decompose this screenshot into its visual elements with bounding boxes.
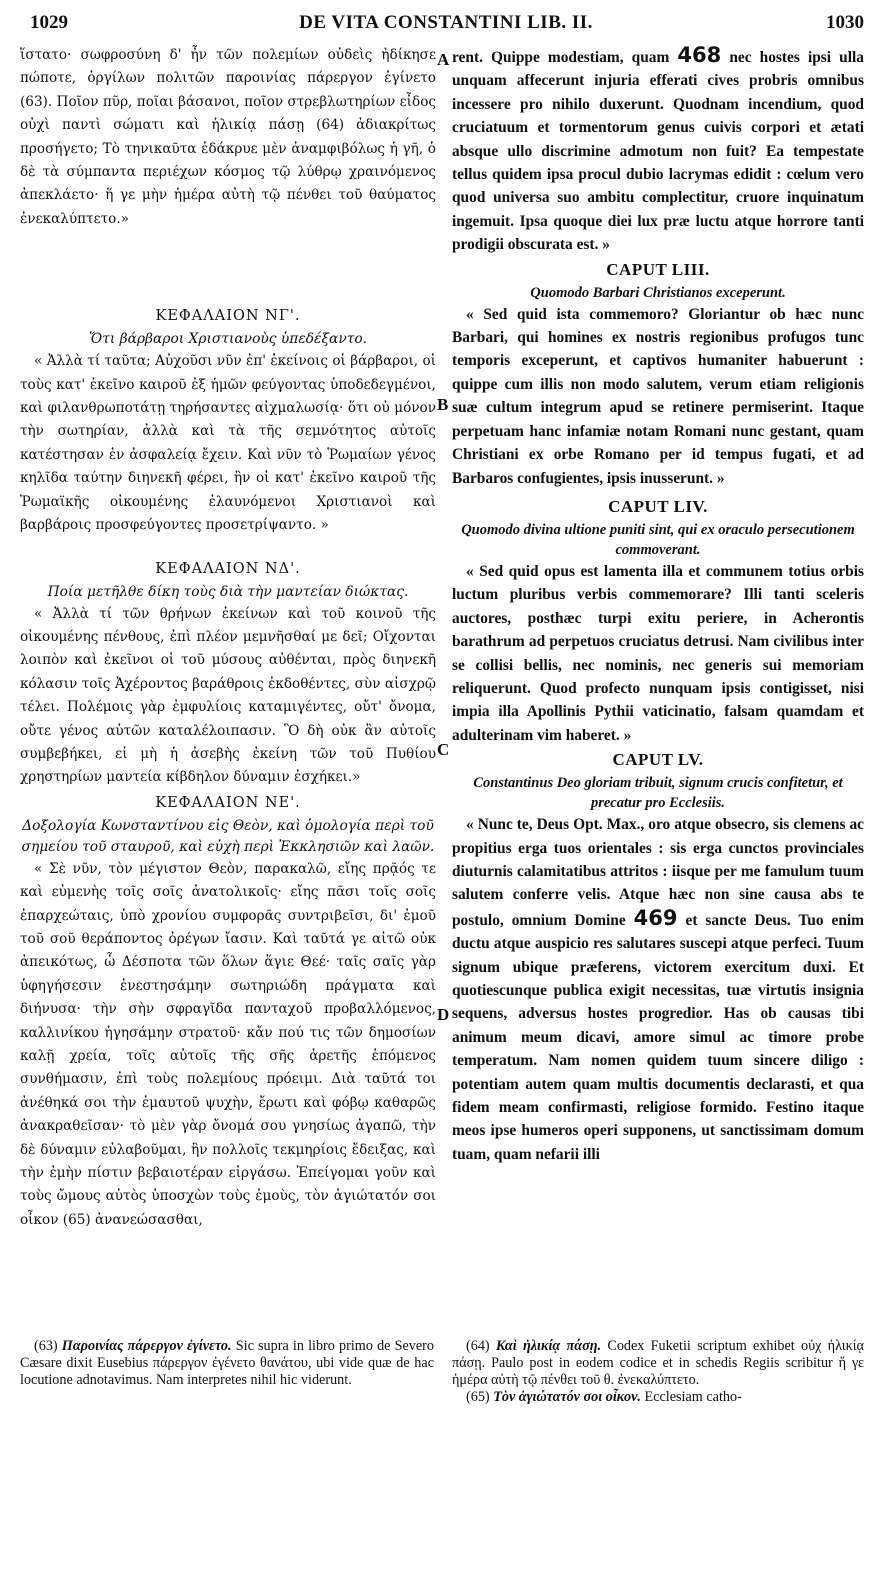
latin-heading-53: CAPUT LIII. xyxy=(606,259,710,279)
footnote-63-number: (63) xyxy=(34,1338,58,1354)
footnote-65 xyxy=(452,1389,864,1406)
latin-subheading-54: Quomodo divina ultione puniti sint, qui ex oraculo persecutionem commoverant. xyxy=(461,521,855,558)
page-header xyxy=(10,12,882,38)
greek-subheading-54: Ποία μετῆλθε δίκη τοὺς διὰ τὴν μαντείαν διώκτας. xyxy=(47,583,409,600)
latin-paragraph-3: « Sed quid opus est lamenta illa et communem totius orbis luctum pluribus verbis commemorare? Illi tanti sceleris auctores, posthæc turpi exitu periere, in Acherontis barathrum ad perpetuos cruciatus detrusi. Nam civilibus inter se collisi bellis, nec nominis, nec generis sui memoriam reliquerunt. Quod profecto nunquam ipsis contigisset, nisi impia illa Apollinis Pythii vaticinatio, falsam quamdam et adulterinam vim haberet. » xyxy=(452,562,864,744)
footnote-64 xyxy=(452,1338,864,1389)
latin-paragraph-4 xyxy=(452,813,864,1166)
greek-paragraph-1: ἵστατο· σωφροσύνη δ' ἦν τῶν πολεμίων οὐδεὶς ἠδίκησε πώποτε, ὀργίλων πολιτῶν παροινίας πάρεργον ἐγίνετο (63). Ποῖον πῦρ, ποῖαι βάσανοι, ποῖον στρεβλωτηρίων εἶδος οὐχὶ παντὶ σώματι καὶ ἡλικίᾳ πάσῃ (64) ἀδιακρίτως προσήγετο; Τὸ τηνικαῦτα ἐδάκρυε μὲν ἀναμφιβόλως ἡ γῆ, ὁ δὲ τὰ σύμπαντα περιέχων κόσμος τῷ λύθρῳ χραινόμενος ἀπεκλάετο· ἥ γε μὴν ἡμέρα αὐτὴ τῷ πένθει τοῦ θαύματος ἐνεκαλύπτετο.» xyxy=(20,47,436,227)
greek-heading-54: ΚΕΦΑΛΑΙΟΝ ΝΔ'. xyxy=(155,560,301,577)
latin-column xyxy=(452,44,864,1166)
latin-subheading-55: Constantinus Deo gloriam tribuit, signum crucis confitetur, et precatur pro Ecclesiis. xyxy=(473,775,843,812)
latin-paragraph-2: « Sed quid ista commemoro? Gloriantur ob hæc nunc Barbari, qui homines ex nostris regionibus profugos tunc temporis exceperunt, et captivos humaniter habuerunt : quippe cum illis non modo salutem, verum etiam religionis suæ cultum integrum apud se retinere permiserint. Itaque perpetuam hanc infamiæ notam Romani nunc gestant, quam Christiani ex orbe Romano per id tempus fugati, et ad Barbaros confugientes, ipsis inusserunt. » xyxy=(452,305,864,487)
footnote-64-text: Codex Fuketii scriptum exhibet οὐχ ἡλικίᾳ πάσῃ. Paulo post in eodem codice et in schedis Regiis scribitur ἥ γε ἡμέρα αὐτὴ τῷ πένθει τοῦ θ. ἐνεκαλύπτετο. xyxy=(452,1338,864,1388)
footnote-65-text: Ecclesiam catho- xyxy=(644,1389,742,1405)
latin-subheading-53: Quomodo Barbari Christianos exceperunt. xyxy=(530,284,786,301)
latin-heading-54: CAPUT LIV. xyxy=(608,496,708,516)
greek-heading-53: ΚΕΦΑΛΑΙΟΝ ΝΓ'. xyxy=(155,308,301,325)
latin-paragraph-4-rest: et sancte Deus. Tuo enim ductu atque auspicio res salutares suscepi atque perfeci. Tuum signum ubique præferens, victorem exercitum duxi. Et quotiescunque publica exigit necessitas, tuæ virtutis insignia sequens, adversus hostes progredior. Has ob causas tibi animum meum dicavi, amore simul ac timore probe temperatum. Nam nomen quidem tuum sincere diligo : potentiam autem quam multis documentis declarasti, et qua fidem meam confirmasti, religiose formido. Festino itaque meos ipse humeros operi supponens, ut sanctissimam domum tuam, quam nefarii illi xyxy=(452,911,864,1163)
latin-paragraph-1-rest: nec hostes ipsi ulla unquam affecerunt injuria efferati cives probris omnibus incessere pro nihilo duxerunt. Quodnam incendium, quod cruciatuum et tormentorum genus cuivis corpori et ætati absque ullo discrimine admotum non fuit? Ea tempestate tellus quidem ipsa procul dubio lacrymas edidit : cœlum vero quod universa suo ambitu complectitur, cruore inquinatum ingemuit. Ipsa quoque diei lux præ luctu atque horrore tanti prodigii obscurata est. » xyxy=(452,49,864,254)
edition-page-number-469: 469 xyxy=(633,905,678,930)
greek-subheading-53: Ὅτι βάρβαροι Χριστιανοὺς ὑπεδέξαντο. xyxy=(88,331,368,348)
latin-paragraph-1-start: rent. Quippe modestiam, quam xyxy=(452,49,670,66)
greek-heading-55: ΚΕΦΑΛΑΙΟΝ ΝΕ'. xyxy=(155,794,301,811)
greek-paragraph-3: « Ἀλλὰ τί τῶν θρήνων ἐκείνων καὶ τοῦ κοινοῦ τῆς οἰκουμένης πένθους, ἐπὶ πλέον μεμνῆσθαί με δεῖ; Οἴχονται λοιπὸν καὶ ἐκεῖνοι οἱ τοῦ μύσους αὐθένται, πρὸς διηνεκῆ κόλασιν τοῖς Ἀχέροντος βαράθροις ἐκδοθέντες, σὺν αἰσχρῷ τέλει. Πολέμοις γὰρ ἐμφυλίοις καταμιγέντες, οὔτ' ὄνομα, οὔτε γένος αὐτῶν καταλέλοιπασιν. Ὃ δὴ οὐκ ἂν αὐτοῖς συμβεβήκει, εἰ μὴ ἡ ἀσεβὴς ἐκείνη τῶν τοῦ Πυθίου χρηστηρίων μαντεία κίβδηλον δύναμιν ἐσχήκει.» xyxy=(20,605,436,786)
margin-letter-b: B xyxy=(437,395,449,414)
greek-paragraph-4: « Σὲ νῦν, τὸν μέγιστον Θεὸν, παρακαλῶ, εἴης πρᾷός τε καὶ εὐμενὴς τοῖς σοῖς ἀνατολικοῖς· εἴης πᾶσι τοῖς σοῖς ἐπαρχεώταις, ὑπὸ χρονίου συμφορᾶς συντριβεῖσι, δι' ἐμοῦ τοῦ σοῦ θεράποντος ὀρέγων ἴασιν. Καὶ ταῦτά γε αἰτῶ οὐκ ἀπεικότως, ὦ Δέσποτα τῶν ὅλων ἅγιε Θεέ· ταῖς σαῖς γὰρ ὑφηγήσεσιν ἐνεστησάμην σωτηριώδη πράγματα καὶ διήνυσα· τὴν σὴν σφραγῖδα πανταχοῦ προβαλλόμενος, καλλινίκου ἡγησάμην στρατοῦ· κἄν πού τις τῶν δημοσίων καλῇ χρεία, τοῖς αὐτοῖς τῆς σῆς ἀρετῆς ἑπόμενος συνθήμασιν, ἐπὶ τοὺς πολεμίους πρόειμι. Διὰ ταῦτά τοι ἀνέθηκά σοι τὴν ἐμαυτοῦ ψυχὴν, ἔρωτι καὶ φόβῳ καθαρῶς ἀνακραθεῖσαν· τὸ μὲν γὰρ ὄνομά σου γνησίως ἀγαπῶ, τὴν δὲ δύναμιν εὐλαβοῦμαι, ἣν πολλοῖς τεκμηρίοις ἔδειξας, καὶ τὴν ἐμὴν πίστιν βεβαιοτέραν εἰργάσω. Ἐπείγομαι γοῦν καὶ τοὺς ὤμους αὐτὸς ὑποσχὼν τοὺς ἐμοὺς, τὸν ἁγιώτατόν σοι οἶκον (65) ἀνανεώσασθαι, xyxy=(20,860,436,1228)
footnote-63 xyxy=(20,1338,434,1389)
footnotes-left xyxy=(20,1338,434,1389)
page-number-left: 1029 xyxy=(30,12,68,33)
footnote-64-lemma: Καὶ ἡλικίᾳ πάσῃ. xyxy=(495,1338,602,1354)
footnote-65-lemma: Τὸν ἁγιώτατόν σοι οἶκον. xyxy=(493,1389,641,1405)
greek-subheading-55: Δοξολογία Κωνσταντίνου εἰς Θεὸν, καὶ ὁμολογία περὶ τοῦ σημείου τοῦ σταυροῦ, καὶ εὐχὴ περὶ Ἐκκλησιῶν καὶ λαῶν. xyxy=(21,817,435,855)
footnotes-right xyxy=(452,1338,864,1406)
footnote-64-number: (64) xyxy=(466,1338,490,1354)
footnote-65-number: (65) xyxy=(466,1389,490,1405)
latin-paragraph-4-start: « Nunc te, Deus Opt. Max., oro atque obsecro, sis clemens ac propitius erga tuos orientales : sis erga cunctos provinciales diuturnis calamitatibus attritos : iisque per me famulum tuum salutem conferre velis. Atque hæc non sine causa abs te postulo, omnium Domine xyxy=(452,816,864,929)
latin-heading-55: CAPUT LV. xyxy=(612,750,704,770)
page-number-right: 1030 xyxy=(826,12,864,33)
greek-paragraph-2: « Ἀλλὰ τί ταῦτα; Αὐχοῦσι νῦν ἐπ' ἐκείνοις οἱ βάρβαροι, οἱ τοὺς κατ' ἐκεῖνο καιροῦ ἐξ ἡμῶν φεύγοντας ὑποδεδεγμένοι, καὶ φιλανθρωποτάτῃ τηρήσαντες αἰχμαλωσίᾳ· ὅτι οὐ μόνον τὴν σωτηρίαν, ἀλλὰ καὶ τὰ τῆς σεμνότητος αὐτοῖς κατέστησαν ἐν ἀσφαλείᾳ ἔχειν. Καὶ νῦν τὸ Ῥωμαίων γένος κηλῖδα ταύτην διηνεκῆ φέρει, ἣν οἱ κατ' ἐκεῖνο καιροῦ τῆς Ῥωμαϊκῆς οἰκουμένης ἐλαυνόμενοι Χριστιανοὶ καὶ βαρβάροις προσφεύγοντες προσετρίψαντο. » xyxy=(20,353,436,534)
footnote-63-text: Sic supra in libro primo de Severo Cæsare dixit Eusebius πάρεργον ἐγένετο θανάτου, ubi vide quæ de hac locutione adnotavimus. Nam interpretes nihil hic viderunt. xyxy=(20,1338,435,1388)
margin-letter-a: A xyxy=(437,50,450,69)
margin-letter-c: C xyxy=(437,740,450,759)
footnote-63-lemma: Παροινίας πάρεργον ἐγίνετο. xyxy=(61,1338,232,1354)
running-title: DE VITA CONSTANTINI LIB. II. xyxy=(299,12,593,33)
latin-paragraph-1 xyxy=(452,44,864,257)
margin-letter-d: D xyxy=(437,1005,450,1024)
greek-column xyxy=(20,44,436,1232)
edition-page-number-468: 468 xyxy=(677,43,722,67)
